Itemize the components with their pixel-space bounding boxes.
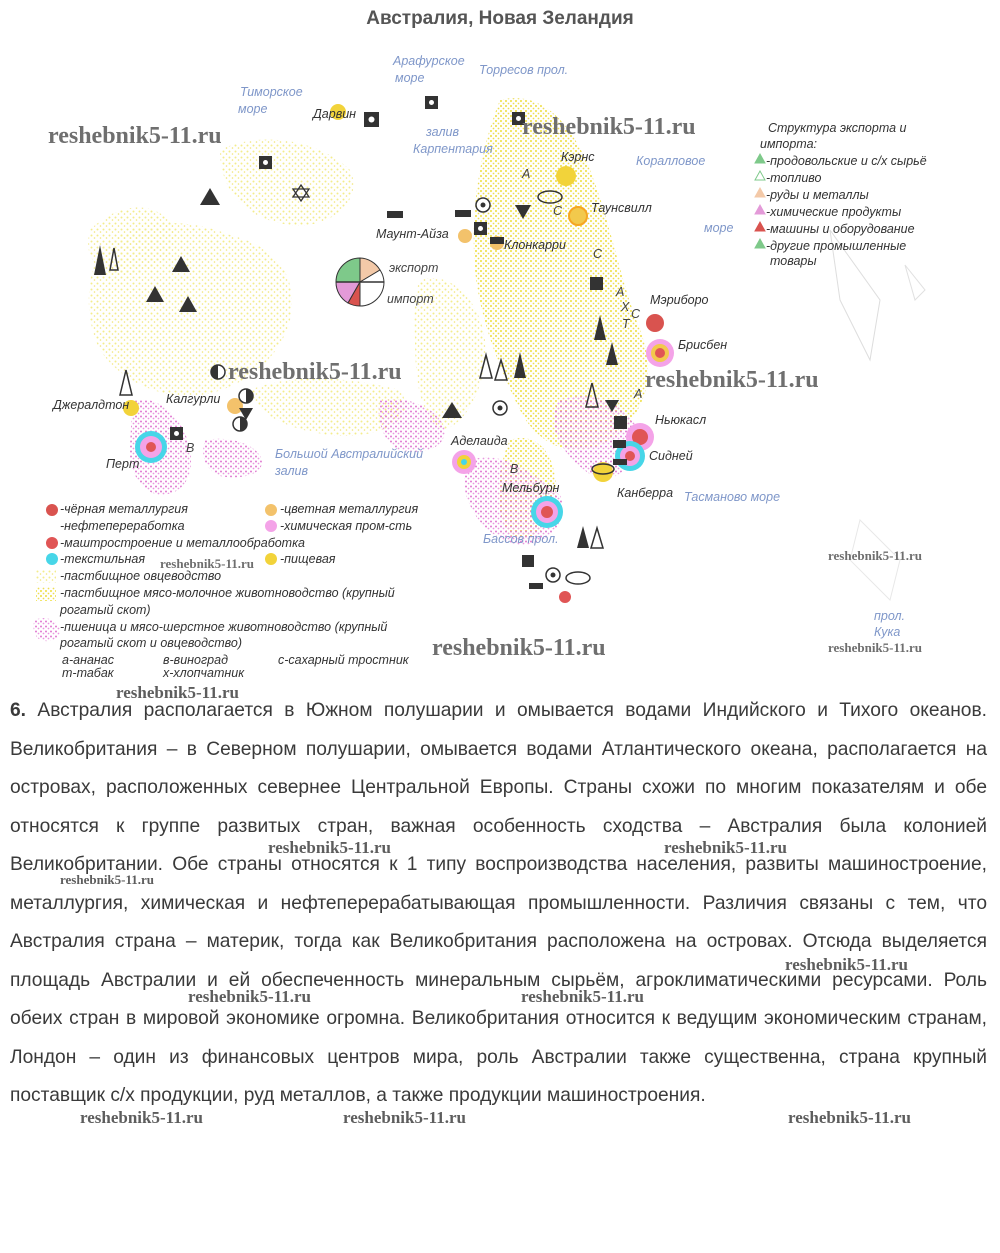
city-label-townsville: Таунсвилл bbox=[591, 201, 652, 215]
city-label-maryborough: Мэриборо bbox=[650, 293, 709, 307]
trade-legend-marker bbox=[755, 188, 765, 197]
trade-legend-marker bbox=[755, 222, 765, 231]
city-label-mountisa: Маунт-Айза bbox=[376, 227, 449, 241]
carpentaria-label: залив bbox=[426, 125, 460, 139]
cook-strait-label-2: Кука bbox=[874, 625, 901, 639]
legend-crop-v: в-виноград bbox=[163, 653, 228, 667]
city-label-perth: Перт bbox=[106, 457, 140, 471]
crop-letter: В bbox=[186, 441, 195, 455]
crop-letter: Т bbox=[622, 317, 630, 331]
trade-legend-title-2: импорта: bbox=[760, 137, 818, 151]
legend-crop-c: с-сахарный тростник bbox=[278, 653, 409, 667]
watermark: reshebnik5-11.ru bbox=[785, 955, 908, 974]
pie-export-label: экспорт bbox=[389, 261, 439, 275]
legend-cattle-2: рогатый скот) bbox=[60, 603, 151, 617]
legend-crop-a: а-ананас bbox=[62, 653, 114, 667]
pie-import-label: импорт bbox=[387, 292, 434, 306]
city-label-adelaide: Аделаида bbox=[451, 434, 508, 448]
coral-sea-label: Коралловое bbox=[636, 154, 706, 168]
trade-legend-item: -руды и металлы bbox=[766, 188, 869, 202]
city-label-melbourne: Мельбурн bbox=[502, 481, 560, 495]
cook-strait-label: прол. bbox=[874, 609, 906, 623]
new-zealand-zones bbox=[830, 230, 925, 600]
sea-timor-label: Тиморское bbox=[240, 85, 303, 99]
trade-legend-item-cont: товары bbox=[770, 254, 817, 268]
bass-strait-label: Бассов прол. bbox=[483, 532, 559, 546]
sea-arafura-label-2: море bbox=[395, 71, 425, 85]
city-label-canberra: Канберра bbox=[617, 486, 674, 500]
crop-letter: Х bbox=[621, 300, 630, 314]
bight-label-2: залив bbox=[275, 464, 309, 478]
city-label-cairns: Кэрнс bbox=[561, 150, 595, 164]
watermark: reshebnik5-11.ru bbox=[828, 640, 923, 655]
crop-letter: В bbox=[510, 462, 519, 476]
crop-letter: С bbox=[553, 204, 563, 218]
legend-oil: -нефтепереработка bbox=[60, 519, 185, 533]
legend-black-metal: -чёрная металлургия bbox=[60, 502, 188, 516]
watermark: reshebnik5-11.ru bbox=[343, 1108, 466, 1127]
legend-crop-t: т-табак bbox=[62, 666, 114, 680]
watermark: reshebnik5-11.ru bbox=[268, 838, 391, 857]
trade-legend-item: -машины и оборудование bbox=[766, 222, 915, 236]
trade-legend-item: -другие промышленные bbox=[766, 239, 907, 253]
crop-letter: С bbox=[631, 307, 641, 321]
city-label-newcastle: Ньюкасл bbox=[655, 413, 707, 427]
trade-legend-item: -топливо bbox=[766, 171, 822, 185]
legend-sheep: -пастбищное овцеводство bbox=[60, 569, 222, 583]
trade-legend-title: Структура экспорта и bbox=[768, 121, 907, 135]
crop-letter: А bbox=[522, 167, 531, 181]
watermark: reshebnik5-11.ru bbox=[48, 123, 222, 149]
legend-crop-x: х-хлопчатник bbox=[163, 666, 245, 680]
sea-timor-label-2: море bbox=[238, 102, 268, 116]
watermark: reshebnik5-11.ru bbox=[160, 556, 255, 571]
watermark: reshebnik5-11.ru bbox=[828, 548, 923, 563]
watermark: reshebnik5-11.ru bbox=[80, 1108, 203, 1127]
tasman-sea-label: Тасманово море bbox=[684, 490, 781, 504]
crop-letter: А bbox=[634, 387, 643, 401]
watermark: reshebnik5-11.ru bbox=[645, 367, 819, 393]
watermark: reshebnik5-11.ru bbox=[788, 1108, 911, 1127]
industry-legend bbox=[36, 502, 419, 680]
legend-wheat: -пшеница и мясо-шерстное животноводство (крупный bbox=[60, 620, 388, 634]
trade-legend-marker bbox=[755, 205, 765, 214]
trade-legend-item: -химические продукты bbox=[766, 205, 902, 219]
legend-machine: -маштростроение и металлообработка bbox=[60, 536, 305, 550]
city-label-geraldton: Джералдтон bbox=[53, 398, 130, 412]
watermark: reshebnik5-11.ru bbox=[522, 114, 696, 140]
legend-cattle: -пастбищное мясо-молочное животноводство (крупный bbox=[60, 586, 395, 600]
legend-color-metal: -цветная металлургия bbox=[280, 502, 419, 516]
trade-legend-marker bbox=[755, 154, 765, 163]
sea-arafura-label: Арафурское bbox=[393, 54, 465, 68]
watermark: reshebnik5-11.ru bbox=[60, 872, 155, 887]
trade-legend-marker bbox=[755, 171, 765, 180]
trade-legend-marker bbox=[755, 239, 765, 248]
answer-text: Австралия располагается в Южном полушарии и омывается водами Индийского и Тихого океанов. Великобритания – в Северном полушарии, омывается водами Атлантического океана, располагается на островах, расположенных севернее Центральной Европы. Страны схожи по многим показателям и обе относятся к группе развитых стран, важная особенность сходства – Австралия была колонией Великобритании. Обе страны относятся к 1 типу воспроизводства населения, развиты машиностроение, металлургия, химическая и нефтеперерабатывающая промышленности. Различия связаны с тем, что Австралия страна – материк, тогда как Великобритания расположена на островах. Отсюда выделяется площадь Австралии и ей обеспеченность минеральным сырьём, агроклиматическими ресурсами. Роль обеих стран в мировой экономике огромна. Великобритания относится к ведущим экономическим странам, Лондон – один из финансовых центров мира, роль Австралии также существенна, страна крупный поставщик с/х продукции, руд металлов, а также продукции машиностроения. bbox=[10, 700, 987, 1106]
legend-wheat-2: рогатый скот и овцеводство) bbox=[60, 636, 243, 650]
city-label-sydney: Сидней bbox=[649, 449, 693, 463]
legend-food: -пищевая bbox=[280, 552, 336, 566]
torres-strait-label: Торресов прол. bbox=[479, 63, 569, 77]
watermark: reshebnik5-11.ru bbox=[664, 838, 787, 857]
watermark: reshebnik5-11.ru bbox=[521, 987, 644, 1006]
coral-sea-label-2: море bbox=[704, 221, 734, 235]
trade-structure-legend bbox=[755, 121, 927, 268]
watermark: reshebnik5-11.ru bbox=[116, 683, 239, 702]
city-label-brisbane: Брисбен bbox=[678, 338, 728, 352]
crop-letter: С bbox=[593, 247, 603, 261]
bight-label: Большой Австралийский bbox=[275, 447, 424, 461]
trade-legend-item: -продовольские и с/х сырьё bbox=[766, 154, 927, 168]
legend-textile: -текстильная bbox=[60, 552, 146, 566]
watermark: reshebnik5-11.ru bbox=[432, 635, 606, 661]
carpentaria-label-2: Карпентария bbox=[413, 142, 493, 156]
city-label-kalgoorlie: Калгурли bbox=[166, 392, 221, 406]
crop-letter: А bbox=[616, 285, 625, 299]
city-label-cloncurry: Клонкарри bbox=[504, 238, 566, 252]
watermark: reshebnik5-11.ru bbox=[228, 359, 402, 385]
answer-number: 6. bbox=[10, 700, 27, 721]
watermark: reshebnik5-11.ru bbox=[188, 987, 311, 1006]
legend-chem: -химическая пром-сть bbox=[280, 519, 413, 533]
city-label-darwin: Дарвин bbox=[313, 107, 357, 121]
answer-paragraph bbox=[10, 692, 987, 1116]
page-title: Австралия, Новая Зеландия bbox=[366, 8, 634, 29]
